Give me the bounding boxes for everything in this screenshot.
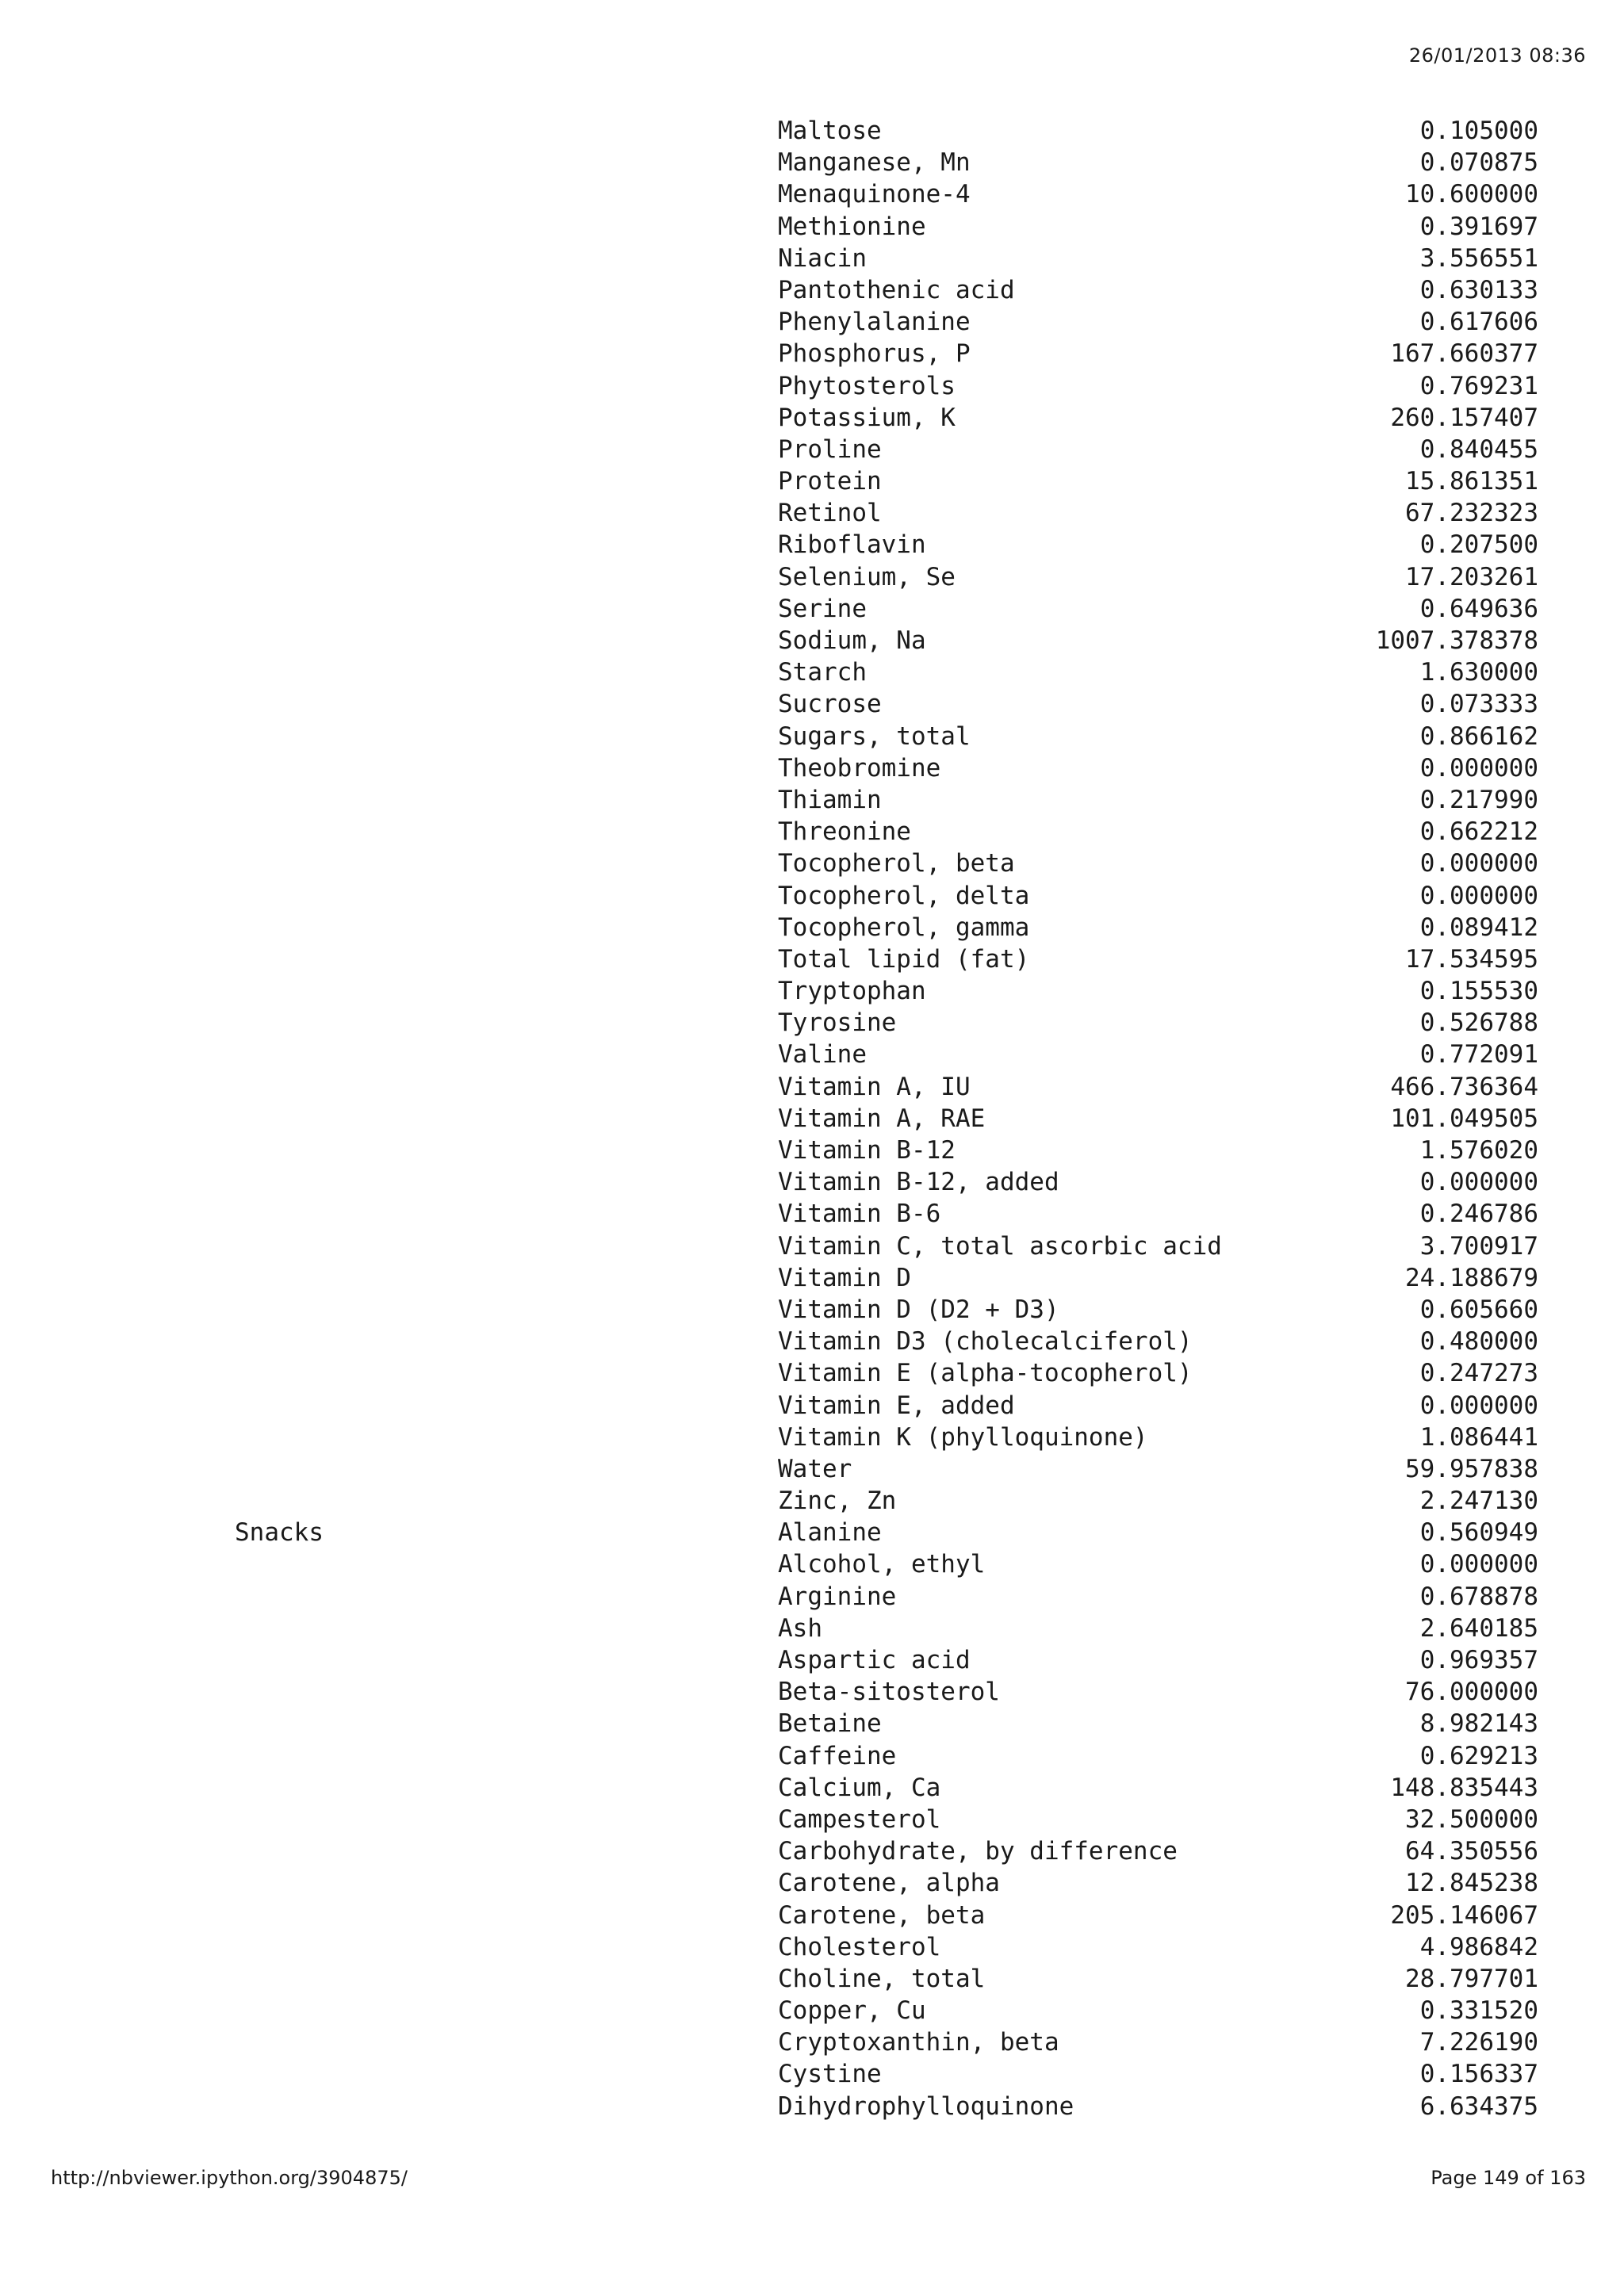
table-row — [0, 656, 1624, 688]
nutrient-name: Water — [778, 1454, 852, 1483]
table-row — [0, 1772, 1624, 1804]
nutrient-value: 0.678878 — [1419, 1582, 1538, 1611]
nutrient-value: 0.840455 — [1419, 434, 1538, 464]
table-row — [0, 1103, 1624, 1135]
nutrient-value: 0.560949 — [1419, 1518, 1538, 1548]
table-row — [0, 1294, 1624, 1326]
nutrient-name: Protein — [778, 467, 882, 496]
table-row — [0, 1422, 1624, 1453]
nutrient-name: Phosphorus, P — [778, 339, 971, 369]
table-row — [0, 370, 1624, 402]
nutrient-name: Phenylalanine — [778, 308, 971, 337]
food-group-label: Snacks — [235, 1518, 324, 1548]
nutrient-value: 10.600000 — [1405, 180, 1538, 209]
nutrient-value: 24.188679 — [1405, 1263, 1538, 1292]
nutrient-name: Maltose — [778, 117, 882, 145]
nutrient-value: 0.000000 — [1419, 1391, 1538, 1420]
nutrient-name: Copper, Cu — [778, 1996, 926, 2026]
nutrient-name: Carotene, alpha — [778, 1869, 1000, 1898]
nutrient-value: 64.350556 — [1405, 1837, 1538, 1866]
nutrient-value: 2.247130 — [1419, 1487, 1538, 1516]
nutrient-name: Vitamin B-12, added — [778, 1168, 1059, 1197]
nutrient-value: 17.203261 — [1405, 562, 1538, 591]
nutrient-name: Vitamin D — [778, 1263, 911, 1292]
nutrient-name: Manganese, Mn — [778, 148, 971, 178]
table-row — [0, 1390, 1624, 1422]
table-row — [0, 1900, 1624, 1931]
print-datetime: 26/01/2013 08:36 — [1408, 44, 1586, 67]
nutrient-name: Threonine — [778, 817, 911, 847]
nutrient-value: 0.649636 — [1419, 594, 1538, 623]
nutrient-name: Valine — [778, 1040, 867, 1070]
nutrient-value: 0.070875 — [1419, 148, 1538, 178]
nutrient-name: Vitamin B-12 — [778, 1136, 956, 1165]
nutrient-value: 0.156337 — [1419, 2060, 1538, 2089]
nutrient-name: Vitamin E (alpha-tocopherol) — [778, 1359, 1193, 1388]
nutrient-name: Vitamin E, added — [778, 1391, 1015, 1420]
nutrient-value: 28.797701 — [1405, 1964, 1538, 1993]
nutrient-name: Betaine — [778, 1709, 882, 1739]
table-row — [0, 625, 1624, 656]
nutrient-name: Campesterol — [778, 1804, 941, 1834]
nutrient-name: Vitamin A, IU — [778, 1072, 971, 1101]
nutrient-table — [0, 115, 1624, 2122]
nutrient-name: Vitamin K (phylloquinone) — [778, 1422, 1148, 1452]
nutrient-name: Cryptoxanthin, beta — [778, 2028, 1059, 2057]
table-row — [0, 1995, 1624, 2026]
nutrient-value: 205.146067 — [1390, 1900, 1538, 1930]
nutrient-value: 0.772091 — [1419, 1040, 1538, 1070]
table-row — [0, 497, 1624, 529]
nutrient-value: 260.157407 — [1390, 403, 1538, 432]
nutrient-name: Riboflavin — [778, 530, 926, 560]
nutrient-value: 17.534595 — [1405, 944, 1538, 974]
table-row — [0, 1039, 1624, 1070]
nutrient-value: 0.331520 — [1419, 1996, 1538, 2026]
table-row — [0, 1867, 1624, 1899]
nutrient-value: 1.576020 — [1419, 1136, 1538, 1165]
nutrient-value: 0.605660 — [1419, 1295, 1538, 1324]
table-row — [0, 1613, 1624, 1644]
table-row — [0, 1357, 1624, 1389]
table-row — [0, 1804, 1624, 1835]
table-row — [0, 1548, 1624, 1580]
table-row — [0, 2026, 1624, 2058]
nutrient-value: 0.769231 — [1419, 371, 1538, 400]
nutrient-name: Tocopherol, gamma — [778, 913, 1030, 942]
nutrient-value: 4.986842 — [1419, 1932, 1538, 1961]
table-row — [0, 1198, 1624, 1230]
table-row — [0, 465, 1624, 497]
nutrient-name: Sodium, Na — [778, 626, 926, 655]
nutrient-value: 0.629213 — [1419, 1741, 1538, 1770]
table-row — [0, 243, 1624, 274]
table-row — [0, 1071, 1624, 1103]
nutrient-name: Alanine — [778, 1518, 882, 1548]
nutrient-value: 59.957838 — [1405, 1454, 1538, 1483]
nutrient-name: Carotene, beta — [778, 1900, 986, 1930]
table-row — [0, 178, 1624, 210]
nutrient-name: Pantothenic acid — [778, 275, 1015, 304]
nutrient-name: Selenium, Se — [778, 562, 956, 591]
nutrient-name: Starch — [778, 658, 867, 687]
nutrient-value: 167.660377 — [1390, 339, 1538, 369]
table-row — [0, 688, 1624, 720]
nutrient-name: Calcium, Ca — [778, 1773, 941, 1802]
table-row — [0, 1644, 1624, 1676]
table-row — [0, 1581, 1624, 1613]
nutrient-name: Niacin — [778, 243, 867, 273]
table-row — [0, 529, 1624, 561]
table-row — [0, 816, 1624, 848]
table-row — [0, 1262, 1624, 1294]
nutrient-name: Total lipid (fat) — [778, 944, 1030, 974]
nutrient-name: Vitamin B-6 — [778, 1200, 941, 1229]
nutrient-name: Ash — [778, 1613, 822, 1643]
table-row — [0, 1708, 1624, 1739]
nutrient-value: 0.000000 — [1419, 1168, 1538, 1197]
table-row — [0, 1931, 1624, 1963]
nutrient-name: Proline — [778, 434, 882, 464]
nutrient-name: Cystine — [778, 2060, 882, 2089]
nutrient-value: 0.391697 — [1419, 212, 1538, 241]
nutrient-value: 76.000000 — [1405, 1678, 1538, 1707]
nutrient-value: 67.232323 — [1405, 499, 1538, 528]
nutrient-name: Vitamin C, total ascorbic acid — [778, 1231, 1222, 1261]
nutrient-name: Serine — [778, 594, 867, 623]
nutrient-value: 12.845238 — [1405, 1869, 1538, 1898]
nutrient-value: 148.835443 — [1390, 1773, 1538, 1802]
table-row — [0, 338, 1624, 369]
nutrient-value: 6.634375 — [1419, 2091, 1538, 2121]
nutrient-value: 0.073333 — [1419, 690, 1538, 719]
table-row — [0, 752, 1624, 784]
nutrient-name: Beta-sitosterol — [778, 1678, 1000, 1707]
nutrient-name: Retinol — [778, 499, 882, 528]
table-row — [0, 402, 1624, 434]
nutrient-value: 3.700917 — [1419, 1231, 1538, 1261]
nutrient-value: 2.640185 — [1419, 1613, 1538, 1643]
nutrient-value: 0.217990 — [1419, 785, 1538, 814]
table-row — [0, 975, 1624, 1007]
nutrient-value: 15.861351 — [1405, 467, 1538, 496]
nutrient-name: Vitamin D3 (cholecalciferol) — [778, 1327, 1193, 1357]
nutrient-value: 0.247273 — [1419, 1359, 1538, 1388]
nutrient-value: 8.982143 — [1419, 1709, 1538, 1739]
nutrient-value: 0.105000 — [1419, 117, 1538, 145]
nutrient-name: Sucrose — [778, 690, 882, 719]
nutrient-value: 1.086441 — [1419, 1422, 1538, 1452]
nutrient-name: Zinc, Zn — [778, 1487, 897, 1516]
table-row — [0, 1740, 1624, 1772]
nutrient-value: 0.866162 — [1419, 721, 1538, 751]
table-row — [0, 1166, 1624, 1198]
nutrient-value: 466.736364 — [1390, 1072, 1538, 1101]
table-row — [0, 1230, 1624, 1262]
table-row — [0, 1485, 1624, 1517]
nutrient-name: Aspartic acid — [778, 1646, 971, 1674]
table-row — [0, 2058, 1624, 2090]
table-row — [0, 306, 1624, 338]
table-row — [0, 880, 1624, 912]
nutrient-name: Phytosterols — [778, 371, 956, 400]
table-row — [0, 1676, 1624, 1708]
nutrient-value: 1007.378378 — [1375, 626, 1538, 655]
nutrient-name: Choline, total — [778, 1964, 986, 1993]
nutrient-name: Vitamin D (D2 + D3) — [778, 1295, 1059, 1324]
nutrient-name: Vitamin A, RAE — [778, 1104, 986, 1133]
table-row — [0, 434, 1624, 465]
nutrient-value: 0.630133 — [1419, 275, 1538, 304]
table-row — [0, 943, 1624, 975]
nutrient-value: 0.617606 — [1419, 308, 1538, 337]
nutrient-name: Tyrosine — [778, 1008, 897, 1038]
table-row — [0, 912, 1624, 943]
table-row — [0, 1007, 1624, 1039]
table-row — [0, 593, 1624, 625]
table-row — [0, 274, 1624, 306]
table-row — [0, 1517, 1624, 1548]
nutrient-name: Cholesterol — [778, 1932, 941, 1961]
nutrient-value: 1.630000 — [1419, 658, 1538, 687]
nutrient-name: Methionine — [778, 212, 926, 241]
nutrient-value: 0.000000 — [1419, 849, 1538, 878]
nutrient-name: Potassium, K — [778, 403, 956, 432]
nutrient-name: Tocopherol, beta — [778, 849, 1015, 878]
nutrient-name: Menaquinone-4 — [778, 180, 971, 209]
nutrient-name: Arginine — [778, 1582, 897, 1611]
table-row — [0, 721, 1624, 752]
nutrient-value: 0.000000 — [1419, 1550, 1538, 1579]
nutrient-name: Theobromine — [778, 753, 941, 783]
table-row — [0, 848, 1624, 879]
table-row — [0, 147, 1624, 178]
table-row — [0, 1963, 1624, 1995]
nutrient-name: Tocopherol, delta — [778, 881, 1030, 910]
nutrient-value: 0.000000 — [1419, 881, 1538, 910]
nutrient-name: Thiamin — [778, 785, 882, 814]
table-row — [0, 211, 1624, 243]
nutrient-value: 3.556551 — [1419, 243, 1538, 273]
nutrient-value: 0.089412 — [1419, 913, 1538, 942]
table-row — [0, 1453, 1624, 1485]
nutrient-value: 0.969357 — [1419, 1646, 1538, 1674]
nutrient-name: Tryptophan — [778, 977, 926, 1006]
nutrient-value: 0.246786 — [1419, 1200, 1538, 1229]
table-row — [0, 115, 1624, 147]
nutrient-value: 0.662212 — [1419, 817, 1538, 847]
table-row — [0, 1326, 1624, 1357]
table-row — [0, 1835, 1624, 1867]
nutrient-value: 7.226190 — [1419, 2028, 1538, 2057]
nutrient-name: Dihydrophylloquinone — [778, 2091, 1074, 2121]
nutrient-value: 0.207500 — [1419, 530, 1538, 560]
nutrient-name: Caffeine — [778, 1741, 897, 1770]
footer-url: http://nbviewer.ipython.org/3904875/ — [51, 2167, 408, 2189]
nutrient-value: 0.155530 — [1419, 977, 1538, 1006]
nutrient-name: Sugars, total — [778, 721, 971, 751]
table-row — [0, 1135, 1624, 1166]
nutrient-value: 0.526788 — [1419, 1008, 1538, 1038]
nutrient-name: Alcohol, ethyl — [778, 1550, 986, 1579]
page-number: Page 149 of 163 — [1431, 2167, 1586, 2189]
nutrient-value: 0.480000 — [1419, 1327, 1538, 1357]
nutrient-value: 101.049505 — [1390, 1104, 1538, 1133]
table-row — [0, 561, 1624, 593]
nutrient-value: 32.500000 — [1405, 1804, 1538, 1834]
nutrient-value: 0.000000 — [1419, 753, 1538, 783]
nutrient-name: Carbohydrate, by difference — [778, 1837, 1178, 1866]
table-row — [0, 2091, 1624, 2122]
table-row — [0, 784, 1624, 816]
